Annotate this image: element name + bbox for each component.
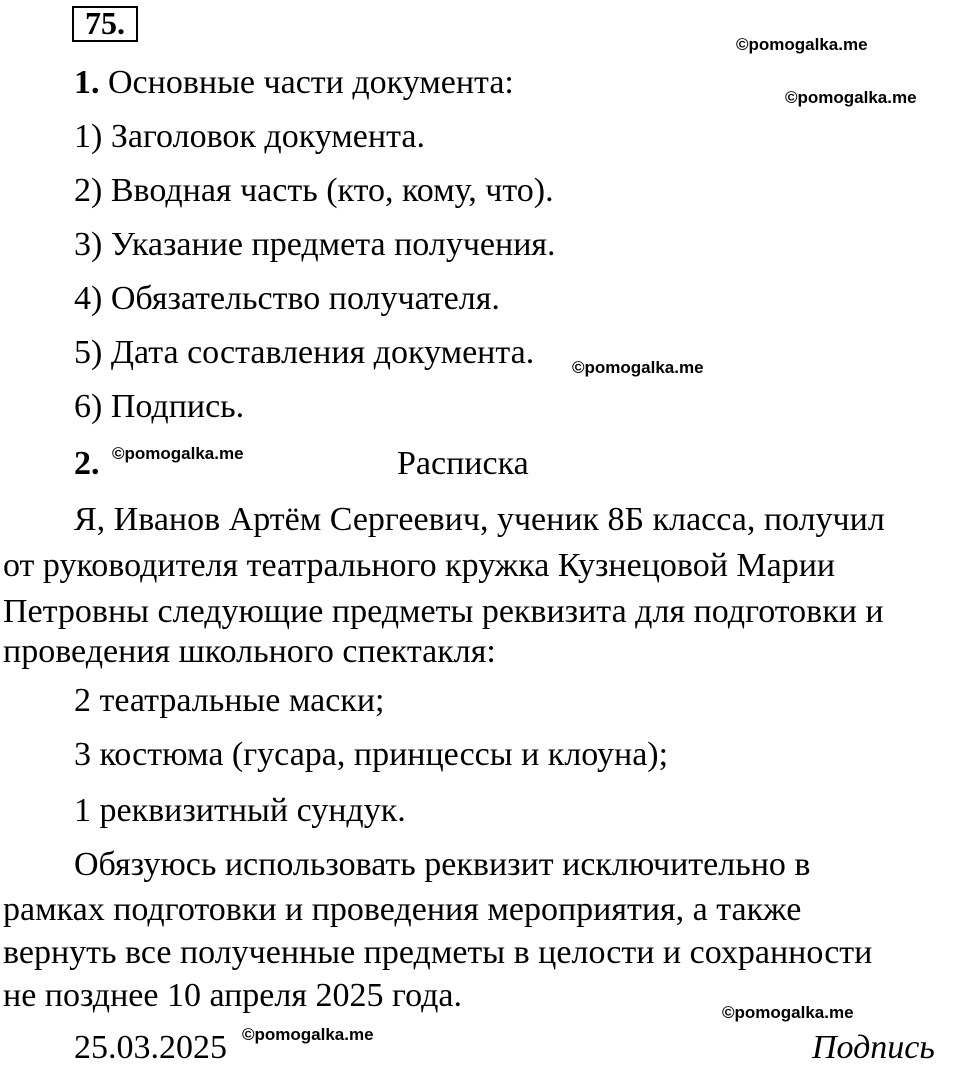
paragraph2-line: вернуть все полученные предметы в целости и сохранности	[3, 934, 873, 971]
part1-item: 1) Заголовок документа.	[74, 118, 425, 155]
exercise-number: 75.	[72, 6, 138, 42]
list-item: 3 костюма (гусара, принцессы и клоуна);	[74, 736, 669, 773]
part1-item: 5) Дата составления документа.	[74, 334, 535, 371]
watermark-1: ©pomogalka.me	[736, 35, 868, 54]
paragraph1-line: от руководителя театрального кружка Кузнецовой Марии	[3, 547, 836, 584]
paragraph1-line: проведения школьного спектакля:	[3, 633, 496, 670]
paragraph2-line: рамках подготовки и проведения мероприятия, а также	[3, 891, 802, 928]
part1-number: 1.	[74, 64, 100, 101]
watermark-5: ©pomogalka.me	[722, 1003, 854, 1022]
part1-heading-line	[74, 63, 514, 103]
watermark-3: ©pomogalka.me	[572, 358, 704, 377]
part1-item: 6) Подпись.	[74, 388, 245, 425]
part1-item: 3) Указание предмета получения.	[74, 226, 556, 263]
watermark-6: ©pomogalka.me	[242, 1025, 374, 1044]
paragraph1-line: Петровны следующие предметы реквизита для подготовки и	[3, 593, 884, 630]
part1-item: 4) Обязательство получателя.	[74, 280, 500, 317]
paragraph2-line: не позднее 10 апреля 2025 года.	[3, 977, 463, 1014]
list-item: 2 театральные маски;	[74, 682, 385, 719]
part2-title: Расписка	[397, 445, 529, 482]
part2-number: 2.	[74, 445, 100, 482]
document-date: 25.03.2025	[74, 1029, 227, 1066]
watermark-2: ©pomogalka.me	[785, 88, 917, 107]
part1-item: 2) Вводная часть (кто, кому, что).	[74, 172, 554, 209]
list-item: 1 реквизитный сундук.	[74, 792, 406, 829]
paragraph1-line: Я, Иванов Артём Сергеевич, ученик 8Б класса, получил	[74, 501, 885, 538]
paragraph2-line: Обязуюсь использовать реквизит исключительно в	[74, 846, 811, 883]
signature: Подпись	[812, 1029, 935, 1066]
watermark-4: ©pomogalka.me	[112, 444, 244, 463]
part1-heading: Основные части документа:	[108, 64, 514, 101]
